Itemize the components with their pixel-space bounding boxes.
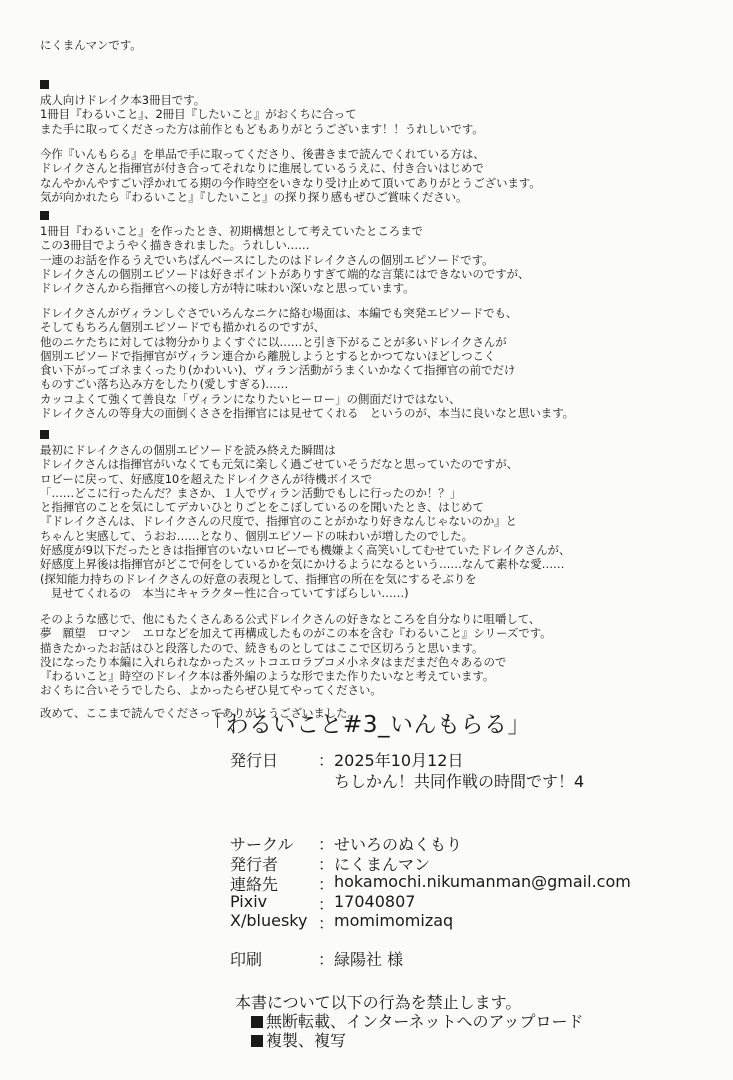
text-line: 今作『いんもらる』を単品で手に取ってくださり、後書きまで読んでくれている方は、 — [40, 147, 485, 161]
text-line: 気が向かれたら『わるいこと』『したいこと』の探り探り感もぜひご賞味ください。 — [40, 189, 468, 204]
section-marker — [40, 80, 49, 89]
colophon-label: X/bluesky — [230, 911, 308, 930]
text-line: にくまんマンです。 — [40, 38, 142, 52]
colophon-value: 2025年10月12日 — [334, 751, 464, 770]
text-line: (探知能力持ちのドレイクさんの好意の表現として、指揮官の所在を気にするそぶりを — [40, 571, 477, 586]
section-6 — [40, 612, 710, 698]
text-line: また手に取ってくださった方は前作ともどもありがとうございます！！うれしいです。 — [40, 121, 484, 136]
colophon-separator: ： — [318, 895, 335, 914]
text-line: おくちに合いそうでしたら、よかったらぜひ見てやってください。 — [40, 683, 382, 698]
prohibition-notice — [235, 990, 584, 1050]
text-line: ドレイクさんがヴィランしぐさでいろんなニケに絡む場面は、本編でも突発エピソードでも、 — [40, 306, 518, 320]
colophon-separator: ： — [318, 855, 335, 874]
colophon-label: 発行日 — [230, 751, 279, 770]
section-1 — [40, 80, 710, 136]
text-line: そのような感じで、他にもたくさんある公式ドレイクさんの好きなところを自分なりに咀嚼して、 — [40, 612, 541, 626]
text-line: 他のニケたちに対しては物分かりよくすぐに以……と引き下がることが多いドレイクさんが — [40, 334, 507, 349]
colophon-value: せいろのぬくもり — [334, 835, 463, 854]
text-line: 好感度が9以下だったときは指揮官のいないロビーでも機嫌よく高笑いしてむせていたドレイクさんが、 — [40, 543, 571, 558]
colophon-separator: ： — [318, 914, 335, 933]
text-line: 夢 願望 ロマン エロなどを加えて再構成したものがこの本を含む『わるいこと』シリーズです。 — [40, 626, 552, 641]
text-line: この3冊目でようやく描ききれました。うれしい…… — [40, 238, 310, 253]
section-marker — [40, 430, 49, 439]
colophon-separator: ： — [318, 751, 335, 770]
text-line: 成人向けドレイク本3冊目です。 — [40, 93, 206, 107]
colophon-separator: ： — [318, 875, 335, 894]
colophon-value: 17040807 — [334, 892, 416, 911]
colophon-label: Pixiv — [230, 892, 268, 911]
text-line: 見せてくれるの 本当にキャラクター性に合っていてすばらしい……) — [51, 585, 409, 600]
text-line: ものすごい落ち込み方をしたり(愛しすぎる)…… — [40, 377, 289, 392]
text-line: 個別エピソードで指揮官がヴィラン連合から離脱しようとするとかつてないほどしつこく — [40, 348, 496, 363]
text-line: 『ドレイクさんは、ドレイクさんの尺度で、指揮官のことがかなり好きなんじゃないのか』と — [40, 514, 517, 529]
colophon-label: 発行者 — [230, 855, 279, 874]
text-line: 没になったり本編に入れられなかったスットコエロラブコメ小ネタはまだまだ色々あるので — [40, 654, 507, 669]
section-marker — [40, 211, 49, 220]
text-line: 描きたかったお話はひと段落したので、続きものとしてはここで区切ろうと思います。 — [40, 640, 484, 655]
text-line: ロビーに戻って、好感度10を超えたドレイクさんが待機ボイスで — [40, 471, 373, 486]
opening-greeting — [40, 38, 710, 52]
colophon-separator: ： — [318, 950, 335, 969]
text-line: 一連のお話を作るうえでいちばんベースにしたのはドレイクさんの個別エピソードです。 — [40, 252, 494, 267]
section-2 — [40, 147, 710, 204]
colophon-value: momimomizaq — [334, 911, 454, 930]
colophon-label: サークル — [230, 835, 294, 854]
colophon-value: 緑陽社 様 — [334, 950, 404, 969]
text-line: ドレイクさんの等身大の面倒くささを指揮官には見せてくれる というのが、本当に良いなと思います。 — [40, 406, 575, 421]
text-line: ドレイクさんから指揮官への接し方が特に味わい深いなと思っています。 — [40, 281, 415, 296]
colophon-value: にくまんマン — [334, 855, 431, 874]
colophon-value: hokamochi.nikumanman@gmail.com — [334, 872, 631, 891]
text-line: 食い下がってゴネまくったり(かわいい)、ヴィラン活動がうまくいかなくて指揮官の前でだけ — [40, 363, 516, 378]
section-5 — [40, 430, 710, 600]
colophon-label: 印刷 — [230, 950, 263, 969]
bullet-square-icon — [251, 1035, 263, 1047]
colophon-value: ちしかん！共同作戦の時間です！4 — [334, 772, 585, 791]
text-line: ちゃんと実感して、うおお……となり、個別エピソードの味わいが増したのでした。 — [40, 528, 473, 543]
text-line: 改めて、ここまで読んでくださってありがとうございました。 — [40, 706, 359, 720]
section-4 — [40, 306, 710, 420]
text-line: と指揮官のことを気にしてデカいひとりごとをこぼしているのを聞いたとき、はじめて — [40, 500, 484, 515]
prohibition-heading: 本書について以下の行為を禁止します。 — [235, 993, 522, 1012]
text-line: 最初にドレイクさんの個別エピソードを読み終えた瞬間は — [40, 443, 336, 457]
section-3 — [40, 211, 710, 295]
text-line: 1冊目『わるいこと』、2冊目『したいこと』がおくちに合って — [40, 107, 357, 122]
colophon-separator: ： — [318, 835, 335, 854]
text-line: 『わるいこと』時空のドレイク本は番外編のような形でまた作りたいなと考えています。 — [40, 669, 495, 684]
book-title: 「わるいこと#3_いんもらる」 — [202, 712, 531, 738]
colophon-label: 連絡先 — [230, 875, 279, 894]
text-line: 1冊目『わるいこと』を作ったとき、初期構想として考えていたところまで — [40, 224, 423, 238]
prohibition-item — [235, 1009, 584, 1031]
text-line: カッコよくて強くて善良な「ヴィランになりたいヒーロー」の側面だけではない、 — [40, 391, 461, 406]
bullet-square-icon — [251, 1016, 263, 1028]
text-line: そしてもちろん個別エピソードでも描かれるのですが、 — [40, 320, 325, 335]
text-line: 好感度上昇後は指揮官がどこで何をしているかを気にかけるようになるという……なんて素朴な愛…… — [40, 557, 565, 572]
prohibition-item-text: 無断転載、インターネットへのアップロード — [266, 1012, 584, 1031]
text-line: ドレイクさんの個別エピソードは好きポイントがありすぎて端的な言葉にはできないのですが、 — [40, 266, 530, 281]
text-line: なんやかんやすごい浮かれてる期の今作時空をいきなり受け止めて頂いてありがとうございます。 — [40, 175, 541, 190]
text-line: ドレイクさんと指揮官が付き合ってそれなりに進展しているうえに、付き合いはじめで — [40, 161, 484, 176]
text-line: ドレイクさんは指揮官がいなくても元気に楽しく過ごせていそうだなと思っていたのですが、 — [40, 457, 518, 472]
prohibition-item-text: 複製、複写 — [266, 1031, 347, 1050]
text-line: 「……どこに行ったんだ？まさか、１人でヴィラン活動でもしに行ったのか！？」 — [40, 485, 462, 500]
